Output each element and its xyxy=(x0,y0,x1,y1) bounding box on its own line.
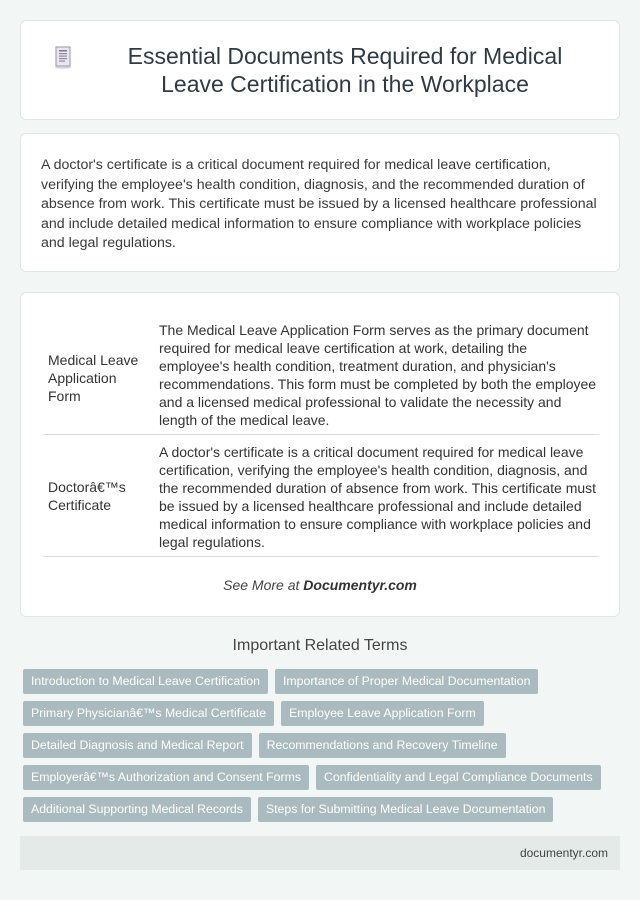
related-tag[interactable]: Introduction to Medical Leave Certification xyxy=(23,669,268,694)
footer-site[interactable]: documentyr.com xyxy=(519,846,608,860)
document-term: Doctorâ€™s Certificate xyxy=(43,435,151,557)
related-tag[interactable]: Confidentiality and Legal Compliance Documents xyxy=(316,765,601,790)
related-tag[interactable]: Primary Physicianâ€™s Medical Certificate xyxy=(23,701,274,726)
title-row xyxy=(21,21,619,119)
document-description: A doctor's certificate is a critical document required for medical leave certification, verifying the employee's health condition, diagnosis, and the recommended duration of absence from work. This certificate must be issued by a licensed healthcare professional and include detailed medical information to ensure compliance with workplace policies and legal regulations. xyxy=(151,435,599,557)
intro-card xyxy=(20,133,620,272)
see-more-site[interactable]: Documentyr.com xyxy=(303,577,417,593)
document-icon xyxy=(51,44,77,70)
related-tag[interactable]: Additional Supporting Medical Records xyxy=(23,797,251,822)
table-row xyxy=(43,321,599,435)
related-tag[interactable]: Detailed Diagnosis and Medical Report xyxy=(23,733,252,758)
intro-paragraph: A doctor's certificate is a critical document required for medical leave certification, verifying the employee's health condition, diagnosis, and the recommended duration of absence from work. This certificate must be issued by a licensed healthcare professional and include detailed medical information to ensure compliance with workplace policies and legal regulations. xyxy=(41,157,597,251)
document-description: The Medical Leave Application Form serves as the primary document required for medical leave certification at work, detailing the employee's health condition, treatment duration, and physician's recommendations. This form must be completed by both the employee and a licensed medical professional to validate the necessity and length of the medical leave. xyxy=(151,321,599,435)
documents-card xyxy=(20,292,620,617)
page-title: Essential Documents Required for Medical Leave Certification in the Workplace xyxy=(127,43,563,97)
see-more-link[interactable] xyxy=(21,577,619,593)
related-terms-title: Important Related Terms xyxy=(232,637,408,654)
related-tag[interactable]: Recommendations and Recovery Timeline xyxy=(259,733,506,758)
related-tag[interactable]: Importance of Proper Medical Documentation xyxy=(275,669,538,694)
related-tags xyxy=(23,669,623,829)
related-tag[interactable]: Steps for Submitting Medical Leave Documentation xyxy=(258,797,554,822)
related-tag[interactable]: Employerâ€™s Authorization and Consent Forms xyxy=(23,765,309,790)
header-card xyxy=(20,20,620,120)
related-tag[interactable]: Employee Leave Application Form xyxy=(281,701,484,726)
document-term: Medical Leave Application Form xyxy=(43,321,151,435)
table-row xyxy=(43,435,599,557)
documents-table xyxy=(43,321,599,557)
see-more-prefix: See More at xyxy=(223,577,304,593)
footer xyxy=(20,836,620,870)
